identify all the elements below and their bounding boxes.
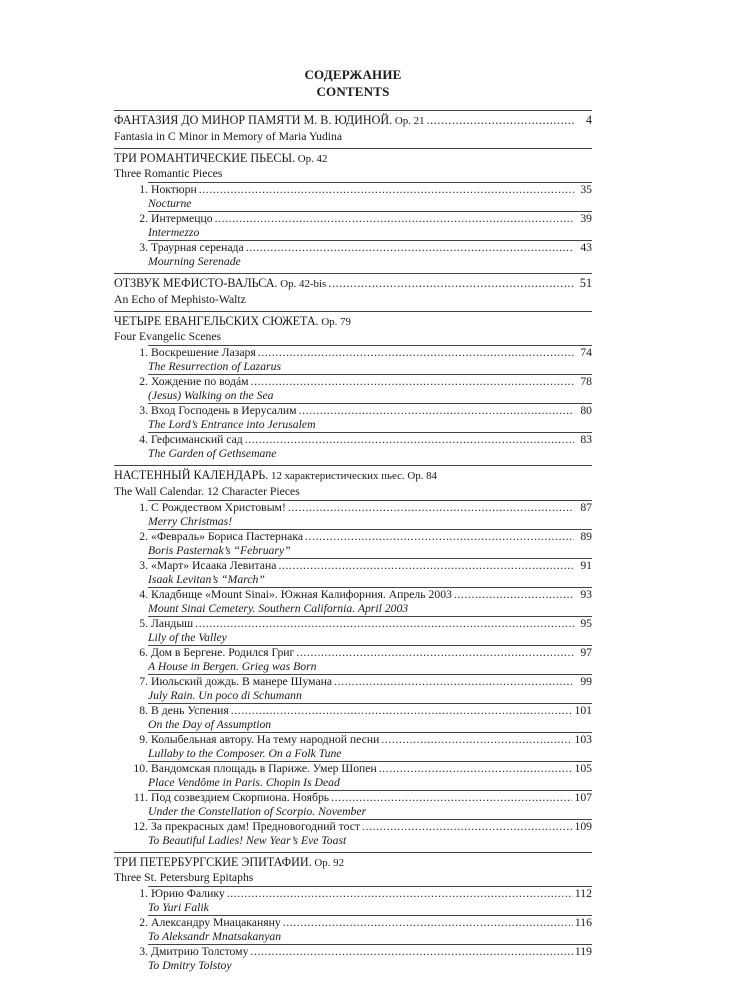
item-title-ru: В день Успения <box>151 703 229 717</box>
leader-dots <box>288 501 574 515</box>
item-row <box>133 790 592 805</box>
item-title-ru: Под созвездием Скорпиона. Ноябрь <box>151 790 330 804</box>
list-item[interactable] <box>139 558 592 587</box>
list-item[interactable] <box>133 761 592 790</box>
section-title-row[interactable] <box>114 151 592 168</box>
item-page-number: 101 <box>574 703 592 717</box>
section-title <box>114 468 437 485</box>
section-title-english: Four Evangelic Scenes <box>114 330 222 343</box>
leader-dots <box>258 346 574 360</box>
item-title-en: Under the Constellation of Scorpio. November <box>148 804 367 818</box>
item-page-number: 95 <box>580 616 592 630</box>
item-title-ru: Ноктюрн <box>151 183 197 196</box>
leader-dots <box>427 113 574 129</box>
list-item[interactable] <box>139 432 592 461</box>
section-title-english: Three St. Petersburg Epitaphs <box>114 871 254 884</box>
item-title-en: July Rain. Un poco di Schumann <box>148 688 302 702</box>
section-title-row[interactable] <box>114 314 592 331</box>
item-page-number: 89 <box>580 529 592 543</box>
item-title-ru: Июльский дождь. В манере Шумана <box>151 674 333 688</box>
list-item[interactable] <box>139 732 592 761</box>
item-title-ru: Александру Мнацаканяну <box>151 916 281 929</box>
item-number: 2. <box>139 916 148 929</box>
list-item[interactable] <box>139 529 592 558</box>
item-page-number: 105 <box>574 761 592 775</box>
item-number: 2. <box>139 529 148 543</box>
section-title <box>114 151 327 168</box>
section-title-main: НАСТЕННЫЙ КАЛЕНДАРЬ. <box>114 468 269 482</box>
item-title-ru: За прекрасных дам! Предновогодний тост <box>151 819 361 833</box>
list-item[interactable] <box>139 674 592 703</box>
section-title-main: ОТЗВУК МЕФИСТО-ВАЛЬСА. <box>114 276 278 290</box>
section-items <box>114 345 592 461</box>
item-row <box>139 212 592 226</box>
leader-dots <box>251 375 574 389</box>
contents-heading-ru: СОДЕРЖАНИЕ <box>304 67 402 82</box>
section-title-main: ТРИ РОМАНТИЧЕСКИЕ ПЬЕСЫ. <box>114 150 296 165</box>
item-title-ru: Юрию Фалику <box>151 887 225 900</box>
section-title-row[interactable] <box>114 855 592 872</box>
list-item[interactable] <box>133 790 592 819</box>
item-title-en: A House in Bergen. Grieg was Born <box>148 659 317 673</box>
item-page-number: 91 <box>580 558 592 572</box>
item-number: 1. <box>139 887 148 900</box>
item-row <box>139 433 592 447</box>
item-row <box>139 732 592 747</box>
section-items <box>114 886 592 973</box>
leader-dots <box>215 212 574 226</box>
section-title-row[interactable] <box>114 276 592 293</box>
item-row <box>139 500 592 515</box>
leader-dots <box>331 791 572 805</box>
item-row <box>139 674 592 689</box>
section-title-opus: Op. 21 <box>392 115 425 127</box>
list-item[interactable] <box>139 703 592 732</box>
item-number: 3. <box>139 404 148 417</box>
item-row <box>139 375 592 389</box>
list-item[interactable] <box>139 944 592 973</box>
item-title-en: To Aleksandr Mnatsakanyan <box>148 930 282 943</box>
item-title-ru: Кладбище «Mount Sinai». Южная Калифорния. Апрель 2003 <box>151 587 452 601</box>
leader-dots <box>454 588 574 602</box>
item-number: 4. <box>139 587 148 601</box>
item-title-ru: Дом в Бергене. Родился Григ <box>151 645 295 659</box>
section-entry <box>114 311 592 462</box>
list-item[interactable] <box>139 403 592 432</box>
section-items <box>114 500 592 848</box>
item-number: 7. <box>139 674 148 688</box>
item-page-number: 74 <box>580 346 592 359</box>
item-number: 3. <box>139 945 148 958</box>
list-item[interactable] <box>139 616 592 645</box>
list-item[interactable] <box>139 645 592 674</box>
item-number: 2. <box>139 375 148 388</box>
item-title-en: The Garden of Gethsemane <box>148 447 277 460</box>
item-title-en: The Lord’s Entrance into Jerusalem <box>148 418 316 431</box>
item-row <box>139 558 592 573</box>
item-number: 1. <box>139 346 148 359</box>
item-title-ru: Вандомская площадь в Париже. Умер Шопен <box>151 761 377 775</box>
item-number: 6. <box>139 645 148 659</box>
list-item[interactable] <box>139 240 592 269</box>
section-entry <box>114 148 592 270</box>
section-title-row[interactable] <box>114 468 592 485</box>
item-title-ru: Воскрешение Лазаря <box>151 346 256 359</box>
leader-dots <box>296 646 574 660</box>
item-row <box>139 183 592 197</box>
item-title-ru: Хождение по водáм <box>151 375 249 388</box>
item-title-en: To Beautiful Ladies! New Year’s Eve Toast <box>148 833 347 847</box>
item-number: 3. <box>139 558 148 572</box>
item-title-en: Mourning Serenade <box>148 255 241 268</box>
item-page-number: 39 <box>580 212 592 225</box>
item-title-en: Lily of the Valley <box>148 630 227 644</box>
contents-list <box>114 110 592 973</box>
leader-dots <box>305 530 574 544</box>
item-title-ru: Ландыш <box>151 616 194 630</box>
item-title-en: Intermezzo <box>148 226 200 239</box>
item-number: 5. <box>139 616 148 630</box>
list-item[interactable] <box>139 374 592 403</box>
item-title-ru: С Рождеством Христовым! <box>151 500 286 514</box>
leader-dots <box>245 433 574 447</box>
section-entry <box>114 852 592 974</box>
section-entry <box>114 273 592 307</box>
section-items <box>114 182 592 269</box>
item-number: 2. <box>139 212 148 225</box>
item-page-number: 35 <box>580 183 592 196</box>
item-number: 9. <box>139 732 148 746</box>
section-entry <box>114 465 592 848</box>
leader-dots <box>250 945 572 959</box>
item-number: 1. <box>139 500 148 514</box>
item-title-en: To Yuri Falik <box>148 901 209 914</box>
section-title <box>114 314 351 331</box>
leader-dots <box>231 704 573 718</box>
item-title-en: Nocturne <box>148 197 192 210</box>
list-item[interactable] <box>139 915 592 944</box>
section-title-main: ТРИ ПЕТЕРБУРГСКИЕ ЭПИТАФИИ. <box>114 854 312 869</box>
leader-dots <box>227 887 573 901</box>
item-title-en: Mount Sinai Cemetery. Southern California. April 2003 <box>148 601 409 615</box>
section-title-english: Three Romantic Pieces <box>114 167 223 180</box>
list-item[interactable] <box>139 500 592 529</box>
list-item[interactable] <box>139 211 592 240</box>
item-page-number: 83 <box>580 433 592 446</box>
item-title-en: On the Day of Assumption <box>148 717 272 731</box>
list-item[interactable] <box>139 886 592 915</box>
item-title-en: Lullaby to the Composer. On a Folk Tune <box>148 746 342 760</box>
item-page-number: 107 <box>574 790 592 804</box>
item-number: 12. <box>133 819 148 833</box>
item-row <box>139 529 592 544</box>
section-page-number: 51 <box>579 276 592 290</box>
leader-dots <box>328 276 574 292</box>
item-title-en: Isaak Levitan’s “March” <box>148 572 265 586</box>
section-entry <box>114 110 592 144</box>
section-title-opus: Op. 79 <box>318 315 351 328</box>
leader-dots <box>278 559 574 573</box>
section-title-opus: 12 характеристических пьес. Op. 84 <box>268 470 437 482</box>
item-number: 11. <box>133 790 148 804</box>
item-page-number: 80 <box>580 404 592 417</box>
item-number: 1. <box>139 183 148 196</box>
item-row <box>139 616 592 631</box>
item-row <box>139 645 592 660</box>
item-title-ru: Гефсиманский сад <box>151 433 243 446</box>
leader-dots <box>334 675 574 689</box>
list-item[interactable] <box>133 819 592 848</box>
item-title-ru: Траурная серенада <box>151 241 244 254</box>
section-title-opus: Op. 42-bis <box>277 278 327 290</box>
item-row <box>139 703 592 718</box>
item-row <box>139 587 592 602</box>
section-title <box>114 855 344 872</box>
item-title-en: Boris Pasternak’s “February” <box>148 543 291 557</box>
section-title-english: Fantasia in C Minor in Memory of Maria Yudina <box>114 129 343 143</box>
item-title-ru: «Февраль» Бориса Пастернака <box>151 529 304 543</box>
leader-dots <box>381 733 572 747</box>
item-page-number: 116 <box>574 916 592 929</box>
leader-dots <box>379 762 573 776</box>
item-row <box>133 819 592 834</box>
item-row <box>139 887 592 901</box>
section-title <box>114 113 425 130</box>
item-row <box>139 404 592 418</box>
item-title-ru: Вход Господень в Иерусалим <box>151 404 297 417</box>
leader-dots <box>195 617 574 631</box>
item-number: 8. <box>139 703 148 717</box>
leader-dots <box>246 241 574 255</box>
leader-dots <box>362 820 572 834</box>
leader-dots <box>199 183 574 197</box>
item-page-number: 103 <box>574 732 592 746</box>
item-title-en: The Resurrection of Lazarus <box>148 360 282 373</box>
contents-page <box>114 66 592 977</box>
item-number: 3. <box>139 241 148 254</box>
item-page-number: 93 <box>580 587 592 601</box>
section-title-opus: Op. 92 <box>311 856 345 869</box>
list-item[interactable] <box>139 182 592 211</box>
item-page-number: 87 <box>580 500 592 514</box>
section-page-number: 4 <box>585 113 592 127</box>
item-number: 10. <box>133 761 148 775</box>
item-row <box>133 761 592 776</box>
item-title-ru: Дмитрию Толстому <box>151 945 249 958</box>
contents-heading-en: CONTENTS <box>316 84 390 99</box>
item-number: 4. <box>139 433 148 446</box>
item-title-en: Merry Christmas! <box>148 514 233 528</box>
section-title <box>114 276 326 293</box>
item-page-number: 119 <box>574 945 592 958</box>
item-row <box>139 241 592 255</box>
item-title-en: To Dmitry Tolstoy <box>148 959 232 972</box>
item-page-number: 43 <box>580 241 592 254</box>
item-row <box>139 346 592 360</box>
section-title-opus: Op. 42 <box>295 152 328 165</box>
section-title-main: ЧЕТЫРЕ ЕВАНГЕЛЬСКИХ СЮЖЕТА. <box>114 313 319 328</box>
list-item[interactable] <box>139 345 592 374</box>
item-page-number: 78 <box>580 375 592 388</box>
item-row <box>139 945 592 959</box>
item-row <box>139 916 592 930</box>
leader-dots <box>299 404 574 418</box>
section-title-row[interactable] <box>114 113 592 130</box>
item-page-number: 99 <box>580 674 592 688</box>
leader-dots <box>283 916 573 930</box>
item-page-number: 97 <box>580 645 592 659</box>
item-page-number: 109 <box>574 819 592 833</box>
item-title-ru: «Март» Исаака Левитана <box>151 558 277 572</box>
item-title-en: (Jesus) Walking on the Sea <box>148 389 274 402</box>
section-title-main: ФАНТАЗИЯ ДО МИНОР ПАМЯТИ М. В. ЮДИНОЙ. <box>114 113 393 127</box>
item-page-number: 112 <box>574 887 592 900</box>
item-title-ru: Интермеццо <box>151 212 213 225</box>
list-item[interactable] <box>139 587 592 616</box>
item-title-en: Place Vendôme in Paris. Chopin Is Dead <box>148 775 340 789</box>
section-title-english: An Echo of Mephisto-Waltz <box>114 292 246 306</box>
section-title-english: The Wall Calendar. 12 Character Pieces <box>114 484 300 498</box>
item-title-ru: Колыбельная автору. На тему народной песни <box>151 732 380 746</box>
